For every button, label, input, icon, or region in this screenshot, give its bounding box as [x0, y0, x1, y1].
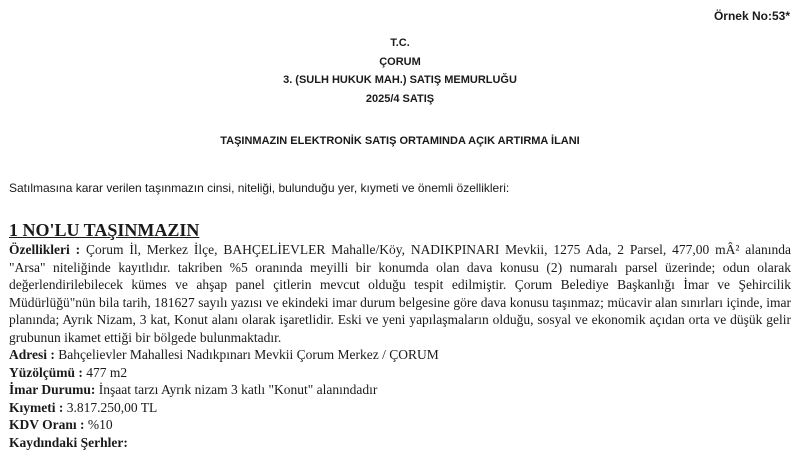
zoning-value: İnşaat tarzı Ayrık nizam 3 katlı "Konut" alanındadır [95, 382, 377, 397]
header-city: ÇORUM [0, 53, 800, 72]
address-value: Bahçelievler Mahallesi Nadıkpınarı Mevkii Çorum Merkez / ÇORUM [55, 347, 439, 362]
value-label: Kıymeti : [9, 400, 63, 415]
vat-row [9, 416, 791, 434]
zoning-row [9, 381, 791, 399]
vat-value: %10 [85, 417, 113, 432]
features-label: Özellikleri : [9, 242, 80, 257]
zoning-label: İmar Durumu: [9, 382, 95, 397]
value-row [9, 399, 791, 417]
annotations-label: Kaydındaki Şerhler: [9, 435, 128, 450]
property-features [9, 241, 791, 346]
features-text: Çorum İl, Merkez İlçe, BAHÇELİEVLER Mahalle/Köy, NADIKPINARI Mevkii, 1275 Ada, 2 Parsel, 477,00 mÂ² alanında "Arsa" niteliğinde kayıtlıdır. takriben %5 oranında meyilli bir konumda olan dava konusu (2) numaralı parsel üzerinde; odun olarak değerlendirilebilecek kümes ve ahşap panel çitlerin mevcut olduğu tespit edilmiştir. Çorum Belediye Başkanlığı İmar ve Şehircilik Müdürlüğü"nün bila tarih, 181627 sayılı yazısı ve ekindeki imar durum belgesine göre dava konusu taşınmaz; mücavir alan sınırları içinde, imar planında; Ayrık Nizam, 3 kat, Konut alanı olarak işaretlidir. Eski ve yeni yapılaşmaların olduğu, sosyal ve ekonomik açıdan orta ve düşük gelir grubunun ikamet ettiği bir bölgede bulunmaktadır. [9, 242, 791, 345]
vat-label: KDV Oranı : [9, 417, 85, 432]
address-label: Adresi : [9, 347, 55, 362]
header-office: 3. (SULH HUKUK MAH.) SATIŞ MEMURLUĞU [0, 71, 800, 90]
intro-text: Satılmasına karar verilen taşınmazın cinsi, niteliği, bulunduğu yer, kıymeti ve önemli özellikleri: [9, 181, 509, 195]
area-row [9, 364, 791, 382]
address-row [9, 346, 791, 364]
area-value: 477 m2 [83, 365, 127, 380]
header-file-number: 2025/4 SATIŞ [0, 90, 800, 109]
property-title: 1 NO'LU TAŞINMAZIN [9, 219, 791, 241]
area-label: Yüzölçümü : [9, 365, 83, 380]
notice-title: TAŞINMAZIN ELEKTRONİK SATIŞ ORTAMINDA AÇIK ARTIRMA İLANI [0, 135, 800, 147]
example-number: Örnek No:53* [714, 9, 790, 23]
document-header [0, 34, 800, 108]
header-tc: T.C. [0, 34, 800, 53]
value-amount: 3.817.250,00 TL [63, 400, 157, 415]
annotations-row [9, 434, 791, 451]
property-section [9, 219, 791, 451]
